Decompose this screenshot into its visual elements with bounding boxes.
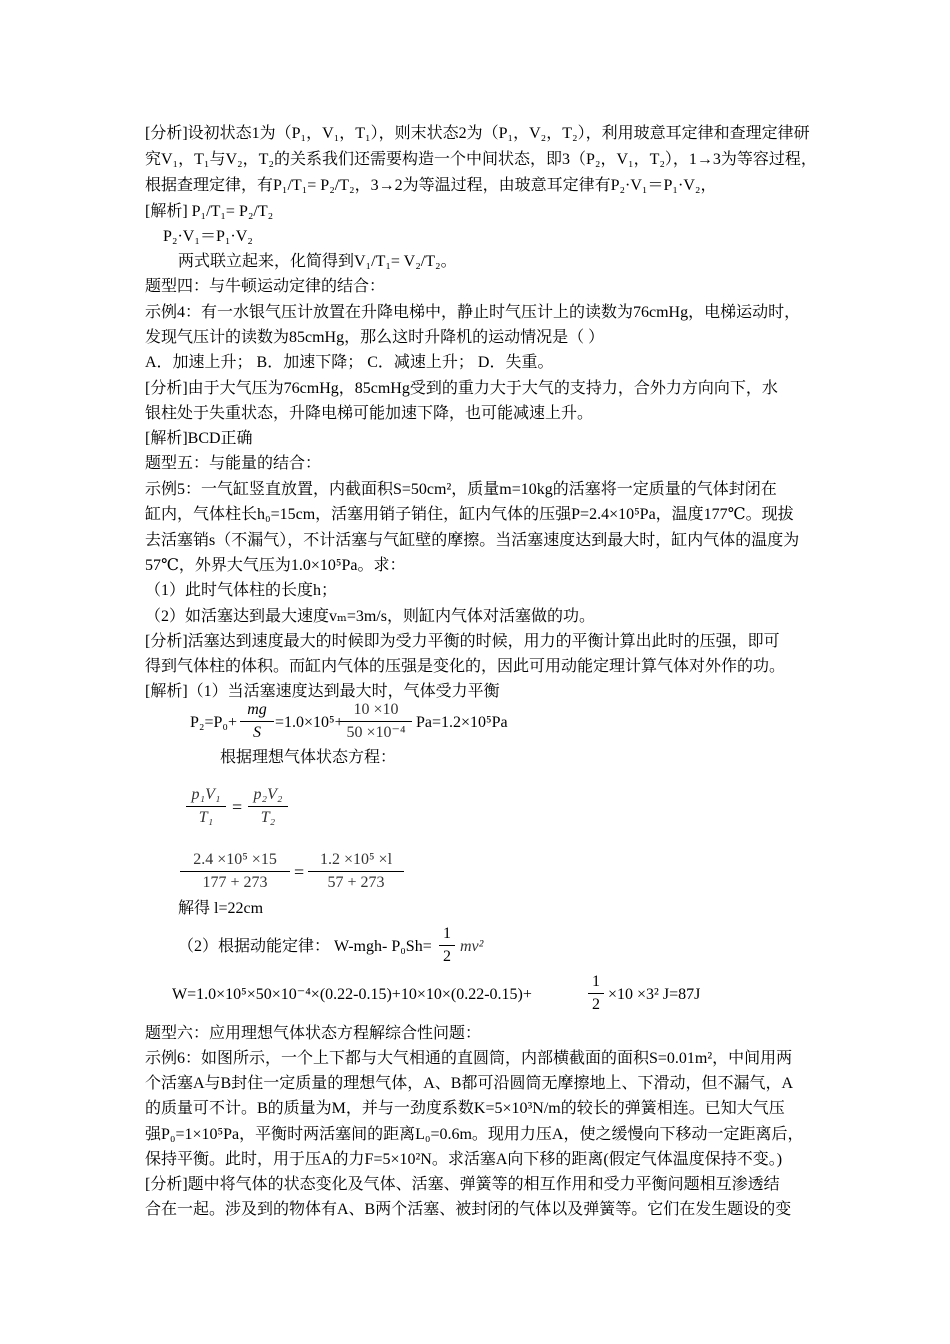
fraction-denominator: 50 ×10⁻⁴ xyxy=(346,724,406,741)
fraction-numerator: 1 xyxy=(443,925,451,942)
text-line: （1）此时气体柱的长度h； xyxy=(145,582,338,599)
fraction-denominator: T₂ xyxy=(260,809,276,826)
text-line: [分析]设初状态1为（P₁，V₁，T₁），则末状态2为（P₁，V₂，T₂），利用玻意耳定律和查理定律研 xyxy=(145,125,810,142)
fraction-denominator: 2 xyxy=(592,996,600,1013)
section-heading: 题型五：与能量的结合： xyxy=(145,455,322,472)
fraction xyxy=(240,700,274,743)
text-line: （2）根据动能定律： W-mgh- P₀Sh= xyxy=(178,938,432,955)
fraction xyxy=(186,785,226,828)
text-line: P₂·V₁＝P₁·V₂ xyxy=(163,228,253,245)
text-line: 根据理想气体状态方程： xyxy=(220,749,397,766)
section-heading: 题型四：与牛顿运动定律的结合： xyxy=(145,278,386,295)
text-line: 示例5：一气缸竖直放置，内截面积S=50cm²，质量m=10kg的活塞将一定质量的气体封闭在 xyxy=(145,481,777,498)
fraction-denominator: S xyxy=(253,724,261,741)
eq-text: P₂=P₀+ xyxy=(190,714,237,731)
fraction-denominator: 57 + 273 xyxy=(327,874,385,891)
eq-text: = xyxy=(232,797,243,817)
fraction xyxy=(308,850,404,893)
text-line: 示例6：如图所示，一个上下都与大气相通的直圆筒，内部横截面的面积S=0.01m²，中间用两 xyxy=(145,1050,793,1067)
eq-text: W=1.0×10⁵×50×10⁻⁴×(0.22-0.15)+10×10×(0.22-0.15)+ xyxy=(172,986,532,1003)
text-line: 57℃，外界大气压为1.0×10⁵Pa。求： xyxy=(145,557,406,574)
fraction-denominator: T₁ xyxy=(198,809,214,826)
section-heading: 题型六：应用理想气体状态方程解综合性问题： xyxy=(145,1025,482,1042)
fraction-bar xyxy=(186,806,226,807)
fraction-numerator: 1.2 ×10⁵ ×l xyxy=(319,851,393,868)
text-line: 银柱处于失重状态，升降电梯可能加速下降，也可能减速上升。 xyxy=(145,405,594,422)
fraction-numerator: 1 xyxy=(592,973,600,990)
fraction-numerator: p₁V₁ xyxy=(191,786,221,803)
text-line: 发现气压计的读数为85cmHg，那么这时升降机的运动情况是（ ） xyxy=(145,329,605,346)
text-line: （2）如活塞达到最大速度vₘ=3m/s，则缸内气体对活塞做的功。 xyxy=(145,608,595,625)
fraction-bar xyxy=(240,721,274,722)
fraction-numerator: 10 ×10 xyxy=(353,701,399,718)
text-line: 强P₀=1×10⁵Pa，平衡时两活塞间的距离L₀=0.6m。现用力压A，使之缓慢向下移动一定距离后， xyxy=(145,1126,804,1143)
text-line: 示例4：有一水银气压计放置在升降电梯中，静止时气压计上的读数为76cmHg，电梯运动时， xyxy=(145,304,801,321)
text-line: 个活塞A与B封住一定质量的理想气体，A、B都可沿圆筒无摩擦地上、下滑动，但不漏气，A xyxy=(145,1075,794,1092)
text-line: [分析]由于大气压为76cmHg，85cmHg受到的重力大于大气的支持力，合外力方向向下，水 xyxy=(145,380,778,397)
fraction-bar xyxy=(588,993,604,994)
fraction-bar xyxy=(248,806,288,807)
fraction-bar xyxy=(180,871,290,872)
fraction-bar xyxy=(308,871,404,872)
fraction-bar xyxy=(439,945,455,946)
text-line: [解析]BCD正确 xyxy=(145,430,253,447)
text-line: 解得 l=22cm xyxy=(178,900,264,917)
fraction-denominator: 2 xyxy=(443,948,451,965)
fraction xyxy=(340,700,412,743)
fraction xyxy=(248,785,288,828)
fraction-numerator: p₂V₂ xyxy=(253,786,283,803)
text-line: 合在一起。涉及到的物体有A、B两个活塞、被封闭的气体以及弹簧等。它们在发生题设的变 xyxy=(145,1201,792,1218)
text-line: [分析]活塞达到速度最大的时候即为受力平衡的时候，用力的平衡计算出此时的压强，即可 xyxy=(145,633,780,650)
fraction-denominator: 177 + 273 xyxy=(202,874,268,891)
text-line: 得到气体柱的体积。而缸内气体的压强是变化的，因此可用动能定理计算气体对外作的功。 xyxy=(145,658,786,675)
eq-text: = xyxy=(294,862,305,882)
text-line: [解析] P₁/T₁= P₂/T₂ xyxy=(145,203,274,220)
eq-text: ×10 ×3² J=87J xyxy=(608,986,701,1003)
eq-text: mv² xyxy=(460,938,484,955)
answer-options: A．加速上升； B．加速下降； C．减速上升； D．失重。 xyxy=(145,354,554,371)
text-line: 两式联立起来，化简得到V₁/T₁= V₂/T₂。 xyxy=(178,253,457,270)
text-line: 去活塞销s（不漏气），不计活塞与气缸壁的摩擦。当活塞速度达到最大时，缸内气体的温度为 xyxy=(145,532,800,549)
eq-text: Pa=1.2×10⁵Pa xyxy=(416,714,508,731)
text-line: 根据查理定律，有P₁/T₁= P₂/T₂，3→2为等温过程，由玻意耳定律有P₂·V₁＝P₁·V₂， xyxy=(145,177,717,194)
fraction xyxy=(180,850,290,893)
fraction-numerator: 2.4 ×10⁵ ×15 xyxy=(193,851,277,868)
text-line: [分析]题中将气体的状态变化及气体、活塞、弹簧等的相互作用和受力平衡问题相互渗透结 xyxy=(145,1176,780,1193)
fraction xyxy=(588,972,604,1015)
text-line: [解析]（1）当活塞速度达到最大时，气体受力平衡 xyxy=(145,683,500,700)
fraction xyxy=(439,924,455,967)
fraction-numerator: mg xyxy=(247,701,267,718)
text-line: 究V₁，T₁与V₂，T₂的关系我们还需要构造一个中间状态，即3（P₂，V₁，T₂），1→3为等容过程， xyxy=(145,151,817,168)
text-line: 保持平衡。此时，用于压A的力F=5×10²N。求活塞A向下移的距离(假定气体温度保持不变。) xyxy=(145,1151,783,1168)
text-line: 缸内，气体柱长h₀=15cm，活塞用销子销住，缸内气体的压强P=2.4×10⁵Pa，温度177℃。现拔 xyxy=(145,506,794,523)
text-line: 的质量可不计。B的质量为M，并与一劲度系数K=5×10³N/m的较长的弹簧相连。已知大气压 xyxy=(145,1100,785,1117)
eq-text: =1.0×10⁵+ xyxy=(275,714,344,731)
fraction-bar xyxy=(340,721,412,722)
